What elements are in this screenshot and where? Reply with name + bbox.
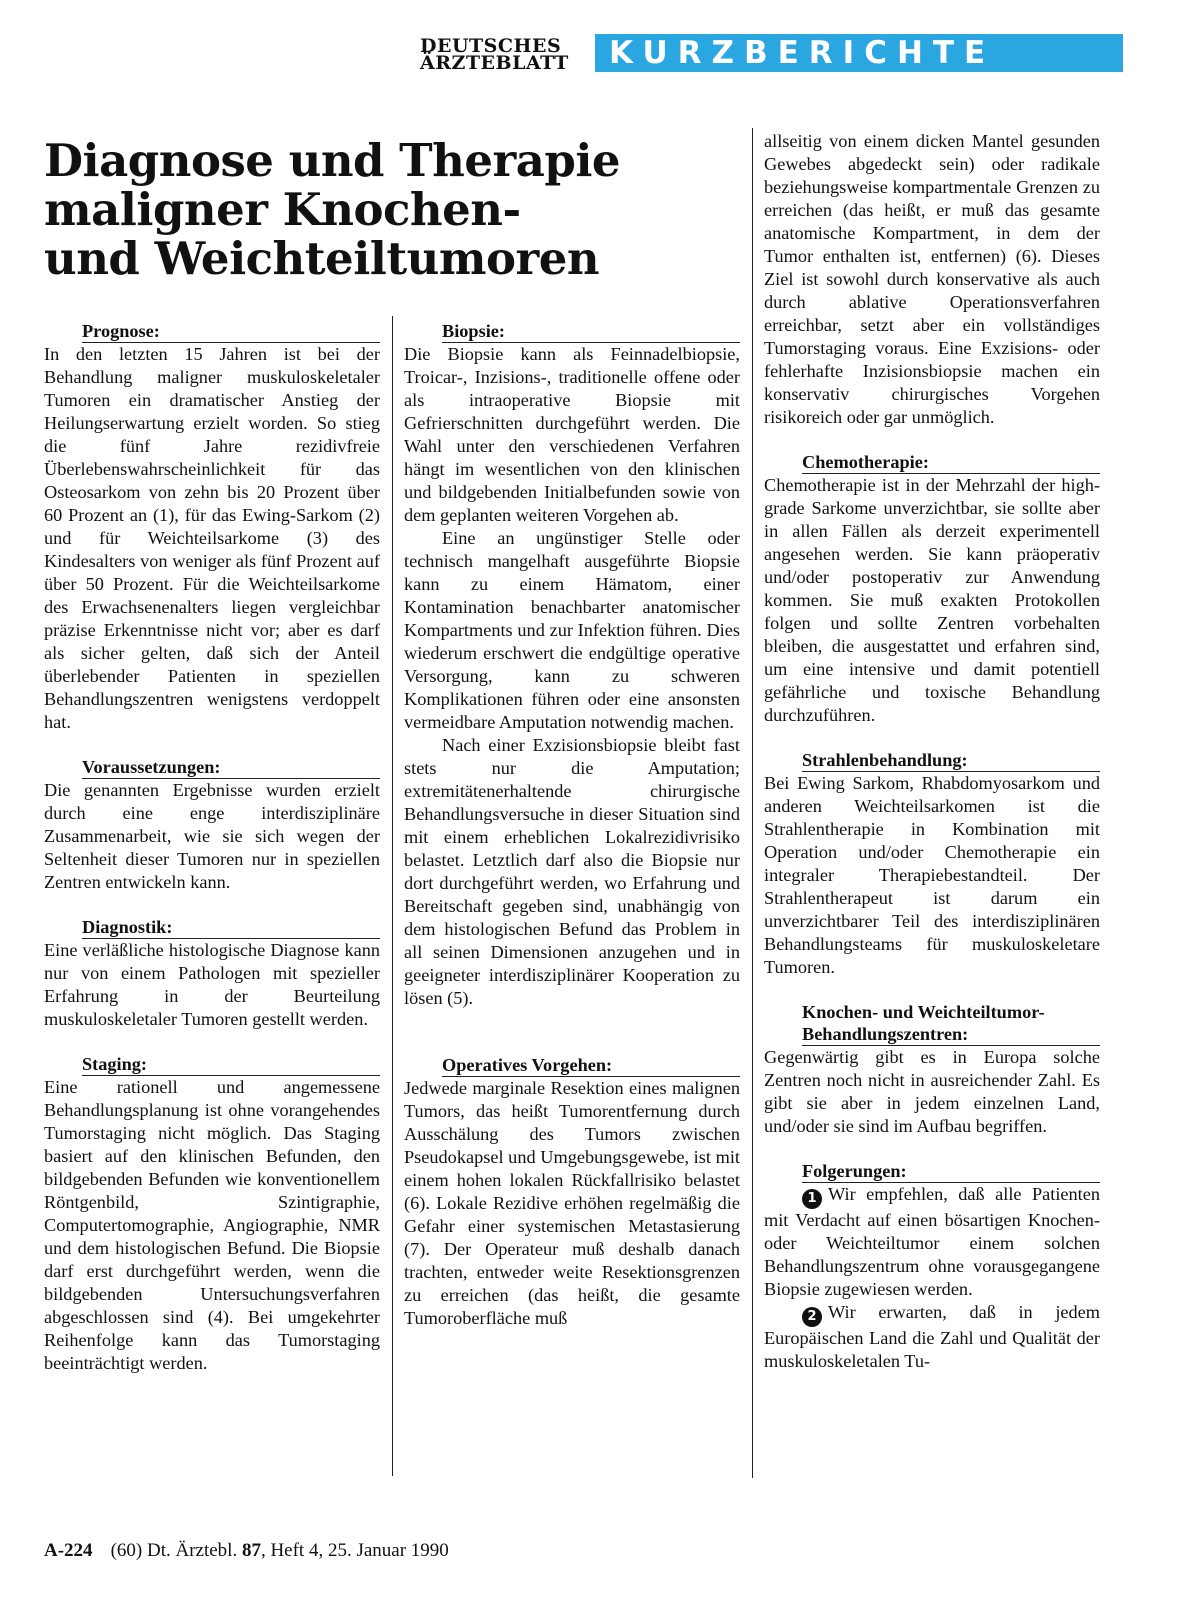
section-heading: Folgerungen:: [802, 1160, 1100, 1183]
section-text: Bei Ewing Sarkom, Rhabdomyosarkom und anderen Weichteilsarkomen ist die Strahlentherapie in Kombination mit Operation und/oder Chemotherapie ein integraler Therapiebestandteil. Der Strahlentherapeut ist darum ein unverzichtbarer Teil des interdisziplinären Behandlungsteams für muskuloskeletare Tumoren.: [764, 773, 1100, 977]
section-text: In den letzten 15 Jahren ist bei der Behandlung maligner muskuloskeletaler Tumoren ein dramatischer Anstieg der Heilungserwartung erzielt worden. So stieg die fünf Jahre rezidivfreie Überlebenswahrscheinlichkeit für das Osteosarkom von zehn bis 20 Prozent über 60 Prozent an (1), für das Ewing-Sarkom (2) und für Weichteilsarkome (3) des Kindesalters von weniger als fünf Prozent auf über 50 Prozent. Für die Weichteilsarkome des Erwachsenenalters liegen vergleichbar präzise Erkenntnisse nicht vor; aber es darf als sicher gelten, daß sich der Anteil überlebender Patienten in speziellen Behandlungszentren wenigstens verdoppelt hat.: [44, 344, 380, 732]
column-divider-2: [752, 128, 753, 1478]
section-text: Eine rationell und angemessene Behandlungsplanung ist ohne vorangehendes Tumorstaging nicht möglich. Das Staging basiert auf den klinischen Befunden, den bildgebenden Befunden wie konventionellem Röntgenbild, Szintigraphie, Computertomographie, Angiographie, NMR und dem histologischen Befund. Die Biopsie darf erst durchgeführt werden, wenn die bildgebenden Untersuchungsverfahren abgeschlossen sind (4). Bei umgekehrter Reihenfolge kann das Tumorstaging beeinträchtigt werden.: [44, 1077, 380, 1373]
section-prognose: [44, 320, 380, 734]
section-paragraph: Nach einer Exzisionsbiopsie bleibt fast stets nur die Amputation; extremitätenerhaltende chirurgische Behandlungsversuche in dieser Situation sind mit einem erheblichen Lokalrezidivrisiko belastet. Letztlich darf also die Biopsie nur dort durchgeführt werden, wo Erfahrung und Bereitschaft gegeben sind, unabhängig von dem histologischen Befund das Problem in all seinen Dimensionen anzugehen und in geeigneter interdisziplinärer Kooperation zu lösen (5).: [404, 735, 740, 1008]
headline-line-1: Diagnose und Therapie: [44, 134, 621, 187]
column-1: [44, 320, 380, 1397]
section-behandlungszentren: [764, 1001, 1100, 1138]
section-banner: KURZBERICHTE: [595, 34, 1123, 72]
section-heading: Biopsie:: [442, 320, 740, 343]
logo-line-2: ÄRZTEBLATT: [420, 52, 569, 74]
conclusion-text-2: Wir erwarten, daß in jedem Europäischen Land die Zahl und Qualität der muskuloskeletalen Tu-: [764, 1302, 1100, 1371]
section-text: Jedwede marginale Resektion eines malignen Tumors, das heißt Tumorentfernung durch Ausschälung des Tumors zwischen Pseudokapsel und Umgebungsgewebe, ist mit einem hohen lokalen Rückfallrisiko belastet (6). Lokale Rezidive erhöhen regelmäßig die Gefahr einer systemischen Metastasierung (7). Der Operateur muß deshalb danach trachten, entweder weite Resektionsgrenzen zu erreichen (das heißt, die gesamte Tumoroberfläche muß: [404, 1078, 740, 1328]
volume-number: 87: [241, 1540, 261, 1561]
article-headline: [44, 136, 724, 283]
section-text: Eine verläßliche histologische Diagnose kann nur von einem Pathologen mit spezieller Erfahrung in der Beurteilung muskuloskeletaler Tumoren gestellt werden.: [44, 940, 380, 1029]
heading-line-1: Knochen- und Weichteiltumor-: [802, 1002, 1045, 1022]
section-heading: Prognose:: [82, 320, 380, 343]
heading-line-2: Behandlungszentren:: [802, 1024, 969, 1044]
citation-prefix: (60) Dt. Ärztebl.: [110, 1540, 238, 1561]
number-badge-2: 2: [802, 1307, 822, 1327]
section-heading: Chemotherapie:: [802, 451, 1100, 474]
conclusion-item-1: [764, 1183, 1100, 1301]
section-chemotherapie: [764, 451, 1100, 727]
section-operatives-vorgehen: [404, 1054, 740, 1330]
section-diagnostik: [44, 916, 380, 1031]
conclusion-item-2: [764, 1301, 1100, 1373]
column-3: [764, 130, 1100, 1395]
section-heading: [802, 1001, 1100, 1046]
page-id: A-224: [44, 1540, 93, 1561]
section-heading: Diagnostik:: [82, 916, 380, 939]
section-folgerungen: [764, 1160, 1100, 1373]
section-operatives-continued: [764, 130, 1100, 429]
section-heading: Strahlenbehandlung:: [802, 749, 1100, 772]
masthead: [420, 30, 1140, 74]
citation-suffix: , Heft 4, 25. Januar 1990: [260, 1540, 449, 1561]
page-footer: [44, 1540, 449, 1562]
section-text: Chemotherapie ist in der Mehrzahl der high-grade Sarkome unverzichtbar, sie sollte aber in allen Fällen als derzeit experimentell angesehen werden. Sie kann präoperativ und/oder postoperativ zur Anwendung kommen. Sie muß exakten Protokollen folgen und sollte Zentren vorbehalten bleiben, die ausgestattet und erfahren sind, um eine intensive und damit potentiell gefährliche und toxische Behandlung durchzuführen.: [764, 475, 1100, 725]
logo-line-1: DEUTSCHES: [420, 35, 562, 57]
number-badge-1: 1: [802, 1189, 822, 1209]
section-paragraph: Die Biopsie kann als Feinnadelbiopsie, Troicar-, Inzisions-, traditionelle offene oder als intraoperative Biopsie mit Gefrierschnitten durchgeführt werden. Die Wahl unter den verschiedenen Verfahren hängt im wesentlichen von den klinischen und bildgebenden Initialbefunden sowie von dem geplanten weiteren Vorgehen ab.: [404, 344, 740, 525]
section-voraussetzungen: [44, 756, 380, 894]
headline-line-2: maligner Knochen-: [44, 183, 521, 236]
column-2: [404, 320, 740, 1352]
section-heading: Voraussetzungen:: [82, 756, 380, 779]
section-heading: Operatives Vorgehen:: [442, 1054, 740, 1077]
section-text: Die genannten Ergebnisse wurden erzielt durch eine enge interdisziplinäre Zusammenarbeit, wie sie sich wegen der Seltenheit dieser Tumoren nur in speziellen Zentren entwickeln kann.: [44, 780, 380, 892]
conclusion-text-1: Wir empfehlen, daß alle Patienten mit Verdacht auf einen bösartigen Knochen- oder Weichteiltumor einem solchen Behandlungszentrum ohne vorausgegangene Biopsie zugewiesen werden.: [764, 1184, 1100, 1299]
section-biopsie: [404, 320, 740, 1010]
section-heading: Staging:: [82, 1053, 380, 1076]
column-divider-1: [392, 316, 393, 1476]
section-paragraph: Eine an ungünstiger Stelle oder technisch mangelhaft ausgeführte Biopsie kann zu einem Hämatom, einer Kontamination benachbarter anatomischer Kompartments und zur Infektion führen. Dies wiederum erschwert die endgültige operative Versorgung, kann zu schweren Komplikationen führen oder eine ansonsten vermeidbare Amputation notwendig machen.: [404, 528, 740, 732]
section-strahlenbehandlung: [764, 749, 1100, 979]
headline-line-3: und Weichteiltumoren: [44, 232, 600, 285]
journal-logo: [420, 35, 585, 74]
section-text: Gegenwärtig gibt es in Europa solche Zentren noch nicht in ausreichender Zahl. Es gibt sie aber in jedem einzelnen Land, und/oder sie sind im Aufbau begriffen.: [764, 1047, 1100, 1136]
section-text: allseitig von einem dicken Mantel gesunden Gewebes abgedeckt sein) oder radikale beziehungsweise kompartmentale Grenzen zu erreichen (das heißt, er muß das gesamte anatomische Kompartment, in dem der Tumor enthalten ist, entfernen) (6). Dieses Ziel ist sowohl durch konservative als auch durch ablative Operationsverfahren erreichbar, setzt aber ein vollständiges Tumorstaging voraus. Eine Exzisions- oder fehlerhafte Inzisionsbiopsie machen ein konservativ chirurgisches Vorgehen risikoreich oder gar unmöglich.: [764, 131, 1100, 427]
section-staging: [44, 1053, 380, 1375]
